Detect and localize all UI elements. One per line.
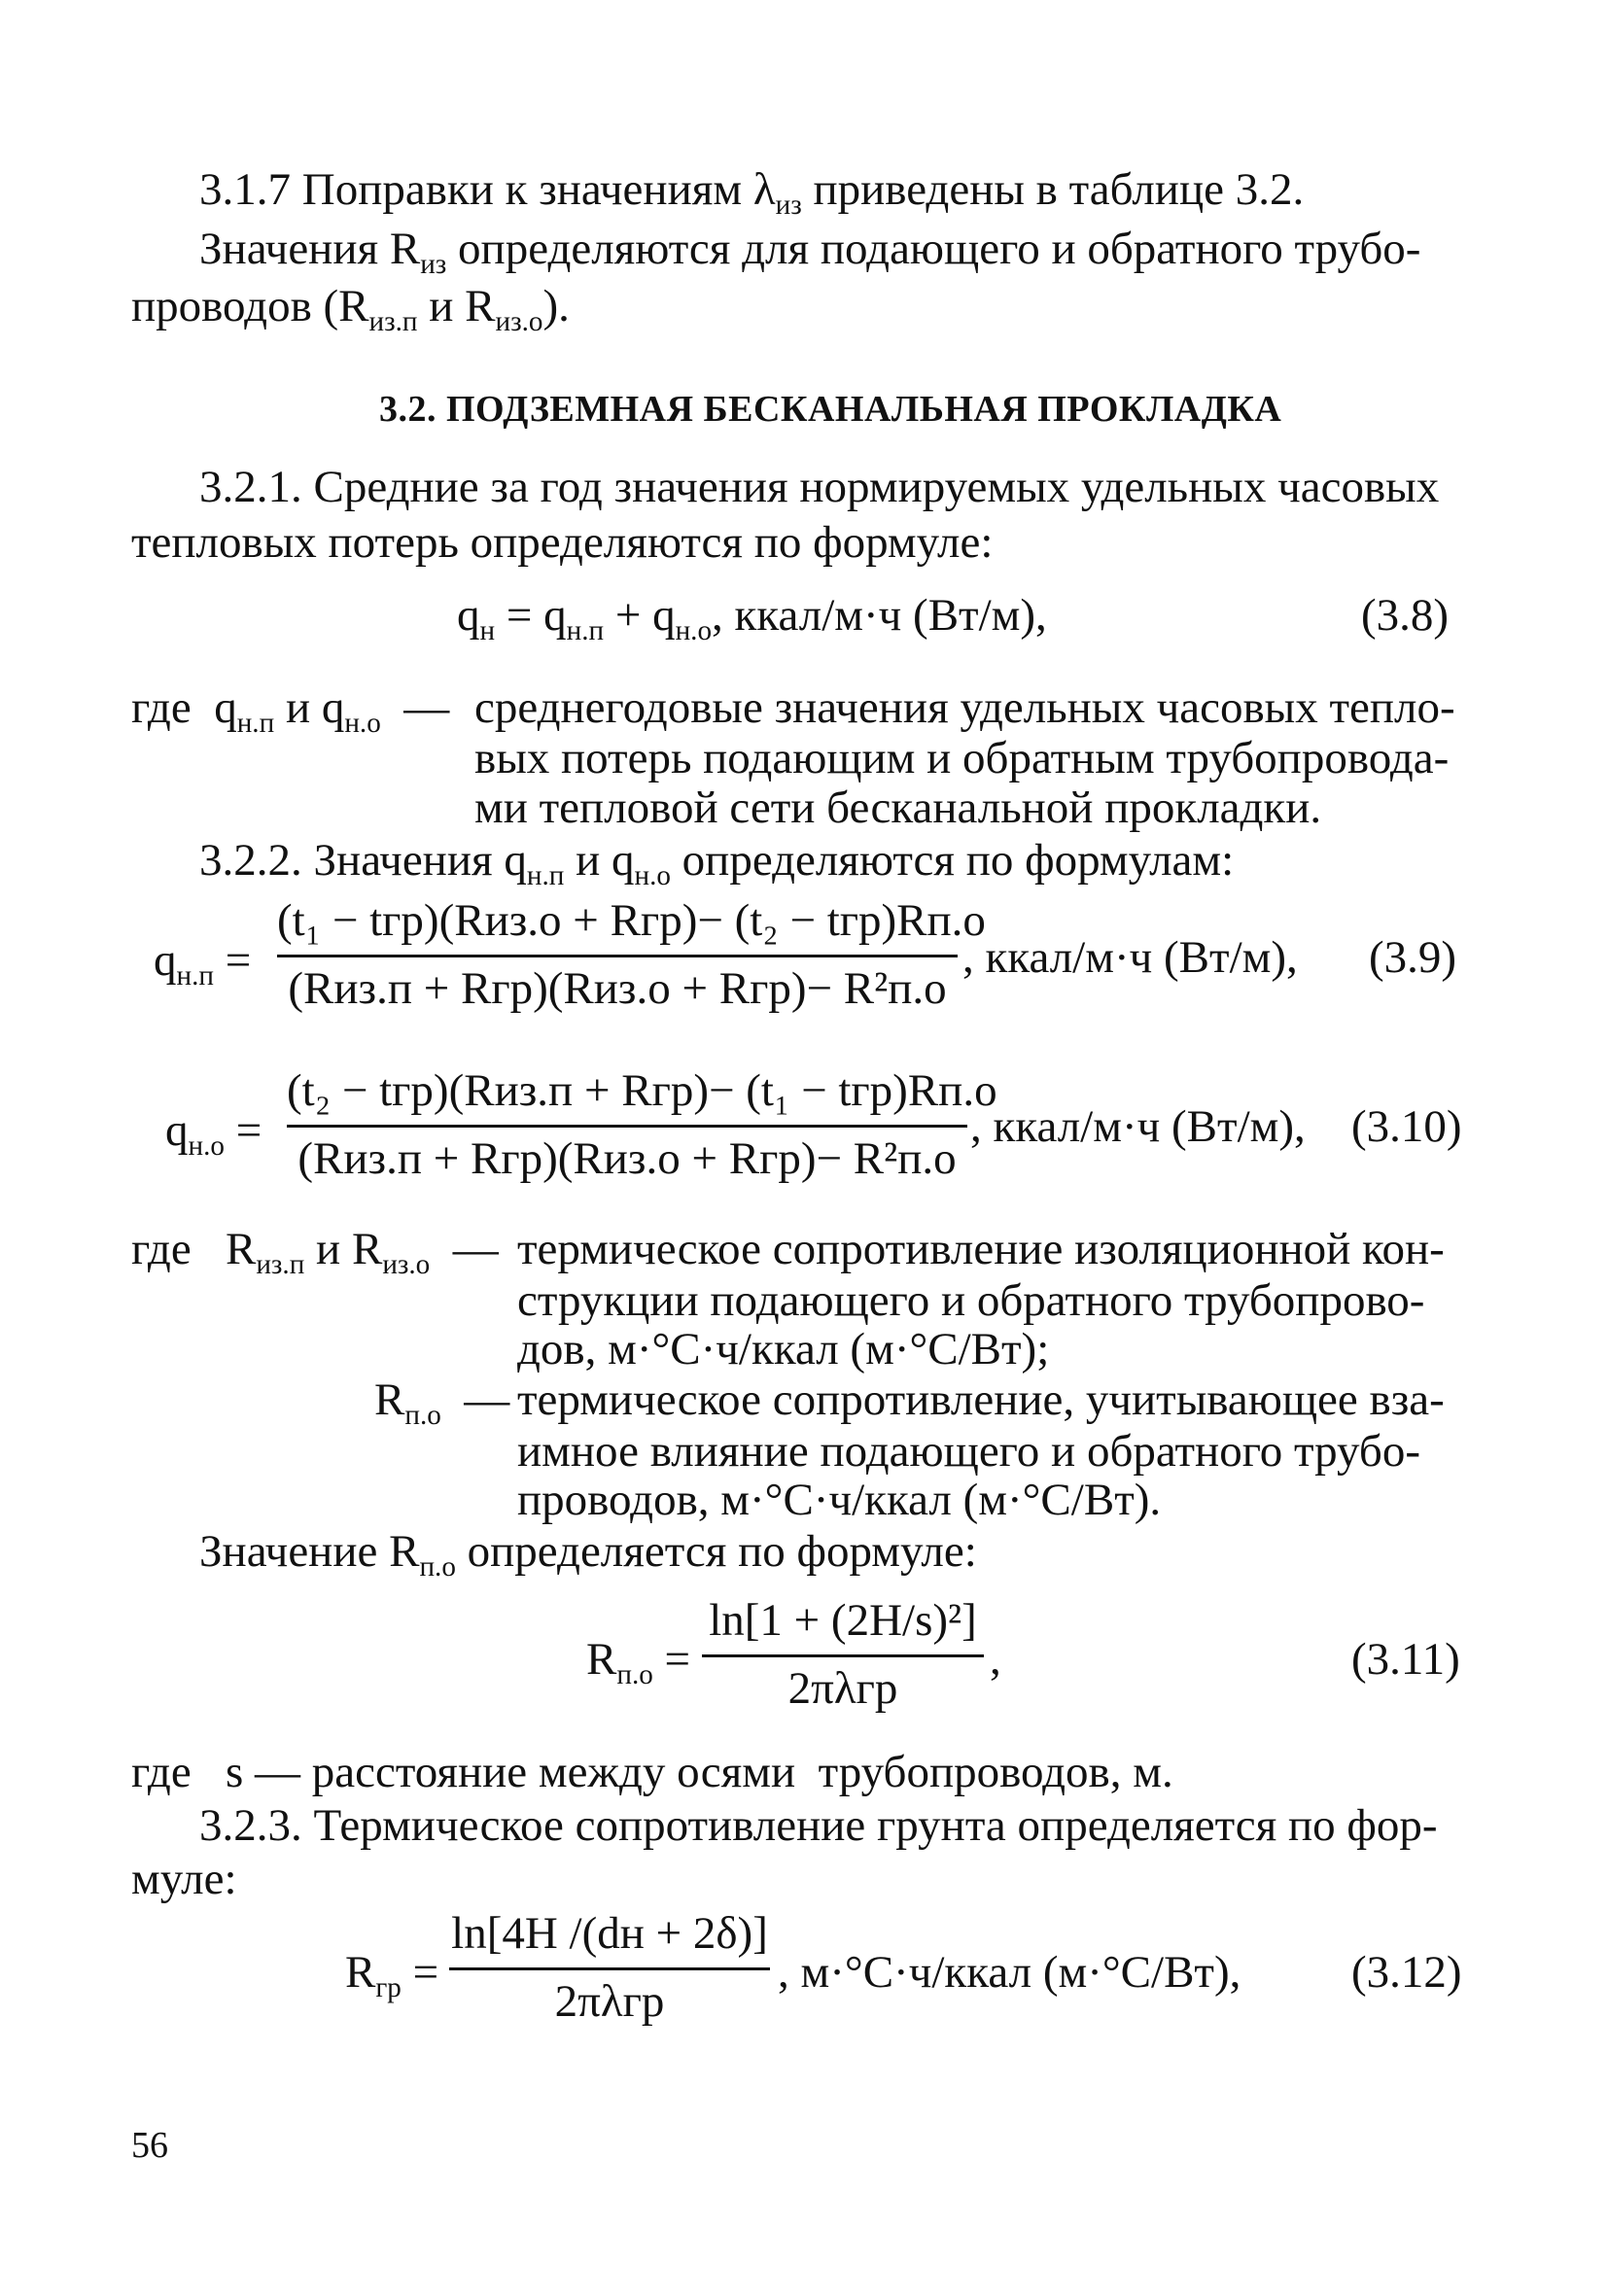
page-number: 56 — [131, 2125, 168, 2166]
para-317-line2: Значения $R_{из}$ определяются для подающего и обратного трубо- — [199, 224, 1421, 281]
equation-3-12-denominator: 2πλгр — [554, 1976, 665, 2027]
equation-number-3-12: (3.12) — [1351, 1947, 1462, 1998]
def3: где s — расстояние между осями трубопроводов, м. — [131, 1747, 1173, 1797]
equation-3-11-fraction — [702, 1594, 984, 1721]
equation-3-10-bar — [287, 1125, 967, 1128]
equation-number-3-10: (3.10) — [1351, 1101, 1462, 1152]
equation-3-9-fraction — [277, 894, 986, 1021]
para-321-line1: 3.2.1. Средние за год значения нормируемых удельных часовых — [199, 462, 1440, 512]
equation-3-11-unit: , — [990, 1634, 1001, 1685]
equation-3-10-unit: , ккал/м·ч (Вт/м), — [970, 1101, 1306, 1152]
equation-3-9-bar — [277, 955, 958, 957]
equation-3-12-unit: , м·°С·ч/ккал (м·°С/Вт), — [778, 1947, 1241, 1998]
def2-term2: $R_{п.о}$ — — [374, 1374, 510, 1432]
def1-text-line3: ми тепловой сети бесканальной прокладки. — [474, 783, 1322, 833]
para-317-line3: проводов ($R_{из.п}$ и $R_{из.о}$). — [131, 281, 570, 338]
para-317-line1: 3.1.7 Поправки к значениям $\lambda_{из}$ приведены в таблице 3.2. — [199, 164, 1305, 222]
equation-3-9-numerator: (t₁ − tгр)(Rиз.о + Rгр)− (t₂ − tгр)Rп.о — [277, 895, 986, 946]
equation-number-3-8: (3.8) — [1361, 590, 1450, 641]
def2-term: где $R_{из.п}$ и $R_{из.о}$ — — [131, 1224, 499, 1281]
equation-3-10-denominator: (Rиз.п + Rгр)(Rиз.о + Rгр)− R²п.о — [297, 1133, 957, 1184]
equation-3-11-numerator: ln[1 + (2H/s)²] — [709, 1595, 977, 1646]
equation-3-9-lhs: $q_{н.п}$ = — [154, 935, 252, 992]
equation-3-8: $q_н = q_{н.п} + q_{н.о}$, ккал/м·ч (Вт/м), — [457, 590, 1047, 647]
equation-3-12-lhs: $R_{гр}$ = — [345, 1947, 439, 2004]
equation-3-11-bar — [702, 1654, 984, 1657]
equation-3-11-lhs: $R_{п.о}$ = — [586, 1634, 691, 1691]
def1-text-line2: вых потерь подающим и обратным трубопровода- — [474, 733, 1450, 783]
def2-text-line3: дов, м·°С·ч/ккал (м·°С/Вт); — [517, 1324, 1050, 1374]
def2-text-line1: термическое сопротивление изоляционной кон- — [517, 1224, 1445, 1274]
section-heading: 3.2. ПОДЗЕМНАЯ БЕСКАНАЛЬНАЯ ПРОКЛАДКА — [379, 389, 1282, 430]
equation-3-9-unit: , ккал/м·ч (Вт/м), — [962, 932, 1298, 983]
para-323-line1: 3.2.3. Термическое сопротивление грунта определяется по фор- — [199, 1800, 1438, 1851]
equation-3-10-fraction — [287, 1064, 997, 1191]
equation-3-10-numerator: (t₂ − tгр)(Rиз.п + Rгр)− (t₁ − tгр)Rп.о — [287, 1065, 997, 1116]
para-322: 3.2.2. Значения $q_{н.п}$ и $q_{н.о}$ определяются по формулам: — [199, 835, 1235, 892]
equation-number-3-11: (3.11) — [1351, 1634, 1460, 1685]
equation-3-12-fraction — [449, 1907, 770, 2034]
def1-term: где $q_{н.п}$ и $q_{н.о}$ — — [131, 682, 450, 740]
def2-text-line2: струкции подающего и обратного трубопрово- — [517, 1275, 1425, 1326]
equation-3-9-denominator: (Rиз.п + Rгр)(Rиз.о + Rгр)− R²п.о — [288, 963, 947, 1014]
equation-3-12-bar — [449, 1967, 770, 1970]
equation-3-12-numerator: ln[4H /(dн + 2δ)] — [451, 1908, 768, 1959]
equation-3-10-lhs: $q_{н.о}$ = — [165, 1105, 262, 1163]
equation-number-3-9: (3.9) — [1369, 932, 1457, 983]
def1-text-line1: среднегодовые значения удельных часовых тепло- — [474, 682, 1455, 733]
def2-text2-line2: имное влияние подающего и обратного трубо- — [517, 1426, 1420, 1477]
def2-text2-line3: проводов, м·°С·ч/ккал (м·°С/Вт). — [517, 1475, 1162, 1525]
def2-text2-line1: термическое сопротивление, учитывающее вза- — [517, 1374, 1445, 1425]
para-323-line2: муле: — [131, 1854, 237, 1904]
equation-3-11-denominator: 2πλгр — [787, 1663, 898, 1714]
para-rpo: Значение $R_{п.о}$ определяется по формуле: — [199, 1526, 977, 1583]
para-321-line2: тепловых потерь определяются по формуле: — [131, 517, 994, 568]
